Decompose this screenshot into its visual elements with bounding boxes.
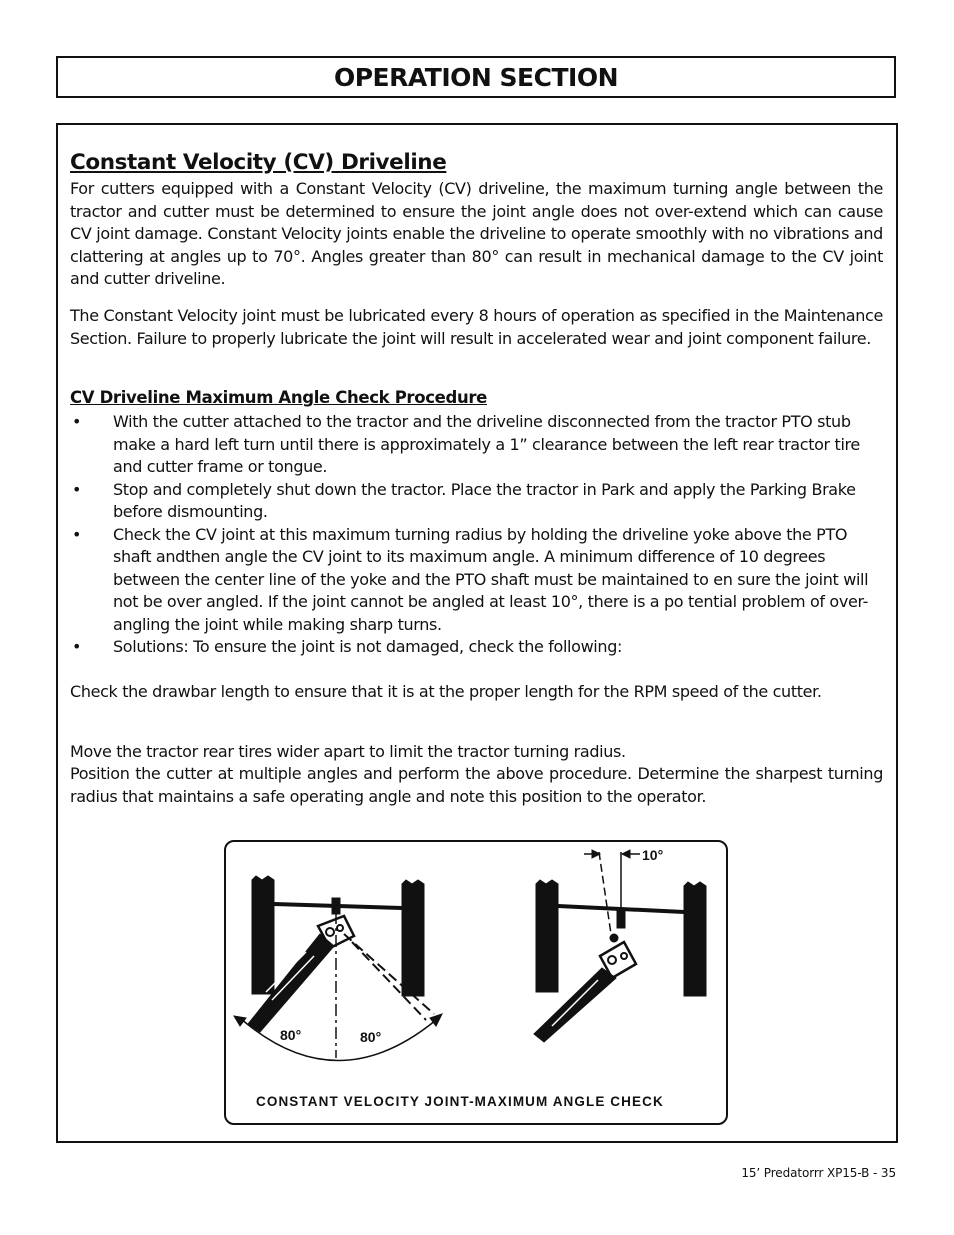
bullet-marker: • (72, 524, 82, 544)
list-item-text: Stop and completely shut down the tractor. Place the tractor in Park and apply the Parking Brake before dismounting. (113, 479, 856, 521)
list-item-text: With the cutter attached to the tractor and the driveline disconnected from the tractor PTO stub make a hard left turn until there is approximately a 1” clearance between the left rear tractor tire and cutter frame or tongue. (113, 412, 860, 476)
cv-angle-diagram (226, 842, 730, 1127)
bullet-marker: • (72, 637, 82, 656)
left-tire-icon (252, 876, 274, 994)
cv-angle-figure (224, 840, 728, 1125)
tires-paragraph: Move the tractor rear tires wider apart to limit the tractor turning radius. (70, 742, 626, 761)
angle-arrow-left (592, 850, 600, 858)
position-paragraph: Position the cutter at multiple angles and perform the above procedure. Determine the sharpest turning radius that maintains a safe operating angle and note this position to the operator. (70, 764, 883, 806)
figure-caption: CONSTANT VELOCITY JOINT-MAXIMUM ANGLE CHECK (256, 1094, 664, 1109)
arc-arrow-left (234, 1016, 246, 1026)
left-tire-icon (536, 880, 558, 992)
list-item (70, 479, 870, 524)
procedure-title: CV Driveline Maximum Angle Check Procedure (70, 388, 487, 407)
section-header (56, 56, 896, 98)
page-footer: 15’ Predatorrr XP15-B - 35 (741, 1166, 896, 1180)
list-item (70, 636, 870, 659)
yoke-center-line (599, 852, 611, 934)
pto-stub-icon (617, 908, 625, 928)
procedure-list (70, 411, 870, 659)
bullet-marker: • (72, 412, 82, 431)
list-item-text: Solutions: To ensure the joint is not damaged, check the following: (113, 637, 623, 656)
list-item (70, 524, 870, 637)
right-tractor-drawing (534, 850, 706, 1042)
list-item (70, 411, 870, 479)
bullet-marker: • (72, 479, 82, 499)
left-angle-label: 80° (280, 1027, 302, 1043)
angle-arrow-right (622, 850, 630, 858)
page-title: OPERATION SECTION (333, 62, 618, 92)
left-tractor-drawing (234, 876, 442, 1061)
min-angle-label: 10° (642, 847, 664, 863)
lubrication-paragraph: The Constant Velocity joint must be lubricated every 8 hours of operation as specified in the Maintenance Section. Failure to properly lubricate the joint will result in accelerated wear and joint component failure. (70, 306, 883, 348)
section-title: Constant Velocity (CV) Driveline (70, 150, 447, 175)
drawbar-paragraph: Check the drawbar length to ensure that it is at the proper length for the RPM speed of the cutter. (70, 682, 822, 701)
yoke-end-icon (610, 934, 618, 942)
right-tire-icon (402, 880, 424, 996)
right-angle-label: 80° (360, 1029, 382, 1045)
right-tire-icon (684, 882, 706, 996)
list-item-text: Check the CV joint at this maximum turning radius by holding the driveline yoke above the PTO shaft andthen angle the CV joint to its maximum angle. A minimum difference of 10 degrees between the center line of the yoke and the PTO shaft must be maintained to en sure the joint will not be over angled. If the joint cannot be angled at least 10°, there is a po tential problem of over-angling the joint while making sharp turns. (113, 524, 869, 634)
pto-stub-icon (332, 898, 340, 914)
angle-arc (240, 1018, 436, 1061)
intro-paragraph: For cutters equipped with a Constant Velocity (CV) driveline, the maximum turning angle between the tractor and cutter must be determined to ensure the joint angle does not over-extend which can cause CV joint damage. Constant Velocity joints enable the driveline to operate smoothly with no vibrations and clattering at angles up to 70°. Angles greater than 80° can result in mechanical damage to the CV joint and cutter driveline. (70, 179, 883, 288)
